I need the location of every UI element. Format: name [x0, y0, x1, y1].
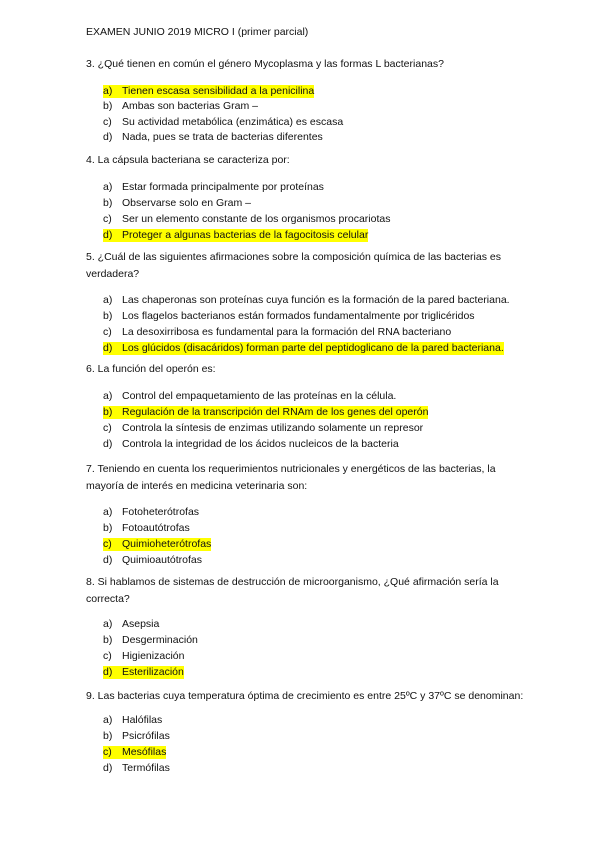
option-text: Controla la integridad de los ácidos nucleicos de la bacteria [122, 438, 399, 450]
option-letter: d) [103, 342, 113, 354]
option-text: Observarse solo en Gram – [122, 197, 251, 209]
option-text: Los glúcidos (disacáridos) forman parte del peptidoglicano de la pared bacteriana. [122, 342, 504, 354]
answer-option-highlighted [103, 85, 314, 98]
option-letter: c) [103, 650, 112, 662]
answer-option-highlighted [103, 229, 368, 242]
option-letter: c) [103, 116, 112, 128]
option-text: Asepsia [122, 618, 160, 630]
option-text: Proteger a algunas bacterias de la fagocitosis celular [122, 229, 369, 241]
option-letter: c) [103, 746, 112, 758]
option-letter: b) [103, 730, 113, 742]
option-text: La desoxirribosa es fundamental para la formación del RNA bacteriano [122, 326, 452, 338]
answer-option [103, 730, 170, 743]
option-text: Quimioautótrofas [122, 554, 202, 566]
answer-option [103, 506, 199, 519]
option-text: Ambas son bacterias Gram – [122, 100, 258, 112]
option-text: Los flagelos bacterianos están formados fundamentalmente por triglicéridos [122, 310, 475, 322]
option-text: Controla la síntesis de enzimas utilizando solamente un represor [122, 422, 424, 434]
option-letter: b) [103, 634, 113, 646]
answer-option-highlighted [103, 538, 211, 551]
answer-option-highlighted [103, 342, 504, 355]
option-text: Higienización [122, 650, 185, 662]
option-text: Halófilas [122, 714, 163, 726]
answer-option [103, 634, 198, 647]
option-text: Ser un elemento constante de los organismos procariotas [122, 213, 391, 225]
option-letter: d) [103, 131, 113, 143]
answer-option [103, 100, 258, 113]
answer-option [103, 438, 399, 451]
option-letter: c) [103, 326, 112, 338]
answer-option [103, 213, 390, 226]
option-text: Fotoautótrofas [122, 522, 190, 534]
option-letter: c) [103, 422, 112, 434]
option-text: Estar formada principalmente por proteínas [122, 181, 324, 193]
answer-option [103, 762, 170, 775]
option-letter: a) [103, 85, 113, 97]
option-text: Esterilización [122, 666, 184, 678]
option-letter: b) [103, 522, 113, 534]
option-text: Mesófilas [122, 746, 167, 758]
option-letter: d) [103, 554, 113, 566]
option-text: Quimioheterótrofas [122, 538, 212, 550]
question-text: 7. Teniendo en cuenta los requerimientos nutricionales y energéticos de las bacterias, la mayoría de interés en medicina veterinaria son: [86, 463, 496, 492]
answer-option [103, 714, 162, 727]
option-letter: b) [103, 100, 113, 112]
answer-option-highlighted [103, 746, 166, 759]
option-letter: a) [103, 294, 113, 306]
answer-option [103, 554, 202, 567]
question-text: 5. ¿Cuál de las siguientes afirmaciones sobre la composición química de las bacterias es verdadera? [86, 251, 501, 280]
question-text: 9. Las bacterias cuya temperatura óptima de crecimiento es entre 25ºC y 37ºC se denominan: [86, 690, 524, 702]
question-text: 8. Si hablamos de sistemas de destrucción de microorganismo, ¿Qué afirmación sería la correcta? [86, 576, 499, 605]
option-letter: a) [103, 506, 113, 518]
answer-option [103, 390, 396, 403]
option-letter: d) [103, 229, 113, 241]
answer-option [103, 326, 451, 339]
option-text: Termófilas [122, 762, 170, 774]
option-text: Su actividad metabólica (enzimática) es escasa [122, 116, 344, 128]
option-text: Regulación de la transcripción del RNAm de los genes del operón [122, 406, 429, 418]
option-letter: d) [103, 438, 113, 450]
option-text: Control del empaquetamiento de las proteínas en la célula. [122, 390, 397, 402]
option-text: Las chaperonas son proteínas cuya función es la formación de la pared bacteriana. [122, 294, 510, 306]
answer-option [103, 650, 184, 663]
option-text: Fotoheterótrofas [122, 506, 200, 518]
question-text: 6. La función del operón es: [86, 363, 216, 375]
option-letter: b) [103, 197, 113, 209]
option-text: Psicrófilas [122, 730, 170, 742]
option-letter: a) [103, 390, 113, 402]
option-letter: d) [103, 762, 113, 774]
option-letter: a) [103, 181, 113, 193]
option-text: Tienen escasa sensibilidad a la penicilina [122, 85, 315, 97]
option-letter: b) [103, 406, 113, 418]
option-letter: a) [103, 714, 113, 726]
answer-option [103, 618, 159, 631]
option-letter: c) [103, 213, 112, 225]
answer-option [103, 197, 251, 210]
option-letter: b) [103, 310, 113, 322]
answer-option [103, 310, 475, 323]
option-text: Nada, pues se trata de bacterias diferentes [122, 131, 323, 143]
option-text: Desgerminación [122, 634, 198, 646]
option-letter: a) [103, 618, 113, 630]
answer-option [103, 294, 510, 307]
answer-option [103, 422, 423, 435]
option-letter: d) [103, 666, 113, 678]
answer-option [103, 181, 324, 194]
answer-option [103, 131, 323, 144]
answer-option [103, 116, 343, 129]
question-text: 3. ¿Qué tienen en común el género Mycoplasma y las formas L bacterianas? [86, 58, 444, 70]
answer-option [103, 522, 190, 535]
document-title: EXAMEN JUNIO 2019 MICRO I (primer parcial) [86, 26, 309, 38]
answer-option-highlighted [103, 406, 428, 419]
question-text: 4. La cápsula bacteriana se caracteriza por: [86, 154, 290, 166]
answer-option-highlighted [103, 666, 184, 679]
option-letter: c) [103, 538, 112, 550]
